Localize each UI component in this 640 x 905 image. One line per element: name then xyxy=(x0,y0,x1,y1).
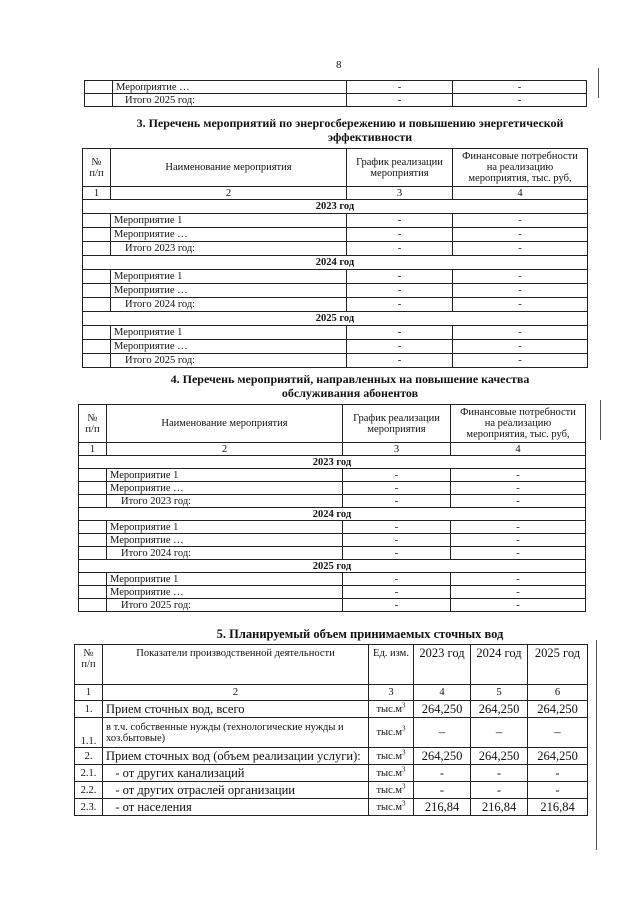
num-cell xyxy=(85,81,113,94)
value-2024: 216,84 xyxy=(471,799,528,816)
row-unit xyxy=(369,799,414,816)
value-2025: – xyxy=(528,718,588,748)
finance-cell: - xyxy=(453,354,588,368)
row-num: 1. xyxy=(75,701,103,718)
value-2023: 264,250 xyxy=(414,701,471,718)
name-cell: Итого 2025 год: xyxy=(107,599,343,612)
header-2023: 2023 год xyxy=(414,645,471,685)
header-finance: Финансовые потребности на реализацию мероприятия, тыс. руб, xyxy=(451,405,586,443)
row-unit xyxy=(369,701,414,718)
year-row xyxy=(83,256,588,270)
table-row xyxy=(85,81,587,94)
table-row xyxy=(83,354,588,368)
name-cell: Итого 2023 год: xyxy=(107,495,343,508)
schedule-cell: - xyxy=(343,521,451,534)
unit-sup: 3 xyxy=(402,782,406,790)
header-row xyxy=(75,645,588,685)
section5-table xyxy=(74,644,588,816)
row-num: 2.3. xyxy=(75,799,103,816)
unit-sup: 3 xyxy=(402,748,406,756)
header-2025: 2025 год xyxy=(528,645,588,685)
col-number: 4 xyxy=(453,187,588,200)
col-number: 3 xyxy=(347,187,453,200)
row-unit xyxy=(369,748,414,765)
value-2025: 264,250 xyxy=(528,701,588,718)
table-row xyxy=(85,94,587,107)
value-2025: 264,250 xyxy=(528,748,588,765)
header-row xyxy=(79,405,586,443)
scan-edge-mark xyxy=(596,640,597,850)
finance-cell: - xyxy=(453,94,587,107)
table-row xyxy=(79,586,586,599)
finance-cell: - xyxy=(451,534,586,547)
year-label: 2024 год xyxy=(79,508,586,521)
row-unit xyxy=(369,782,414,799)
name-cell: Мероприятие … xyxy=(111,284,347,298)
row-num: 2.1. xyxy=(75,765,103,782)
row-num: 2. xyxy=(75,748,103,765)
schedule-cell: - xyxy=(343,534,451,547)
schedule-cell: - xyxy=(347,340,453,354)
col-number-row xyxy=(79,443,586,456)
schedule-cell: - xyxy=(343,469,451,482)
finance-cell: - xyxy=(453,81,587,94)
name-cell: Мероприятие 1 xyxy=(107,469,343,482)
schedule-cell: - xyxy=(343,482,451,495)
name-cell: Мероприятие 1 xyxy=(111,270,347,284)
finance-cell: - xyxy=(451,573,586,586)
schedule-cell: - xyxy=(343,495,451,508)
schedule-cell: - xyxy=(347,298,453,312)
table-row xyxy=(83,214,588,228)
finance-cell: - xyxy=(451,469,586,482)
value-2025: 216,84 xyxy=(528,799,588,816)
unit-text: тыс.м xyxy=(376,801,403,813)
schedule-cell: - xyxy=(347,228,453,242)
name-cell: Мероприятие … xyxy=(107,586,343,599)
section4-title xyxy=(140,372,560,400)
table-row xyxy=(75,765,588,782)
table-row xyxy=(75,748,588,765)
year-label: 2024 год xyxy=(83,256,588,270)
finance-cell: - xyxy=(451,482,586,495)
table-row xyxy=(79,547,586,560)
schedule-cell: - xyxy=(347,354,453,368)
row-num: 2.2. xyxy=(75,782,103,799)
finance-cell: - xyxy=(453,284,588,298)
section3-title xyxy=(100,116,600,144)
row-name: - от населения xyxy=(103,799,369,816)
unit-text: тыс.м xyxy=(376,727,403,738)
name-cell: Итого 2023 год: xyxy=(111,242,347,256)
finance-cell: - xyxy=(453,326,588,340)
year-label: 2025 год xyxy=(83,312,588,326)
header-indicator: Показатели производственной деятельности xyxy=(103,645,369,685)
year-row xyxy=(79,508,586,521)
name-cell: Мероприятие 1 xyxy=(107,573,343,586)
year-label: 2023 год xyxy=(79,456,586,469)
finance-cell: - xyxy=(453,242,588,256)
header-num: № п/п xyxy=(75,645,103,685)
unit-sup: 3 xyxy=(402,799,406,807)
section4-table xyxy=(78,404,586,612)
value-2023: - xyxy=(414,765,471,782)
header-2024: 2024 год xyxy=(471,645,528,685)
table-row xyxy=(75,782,588,799)
value-2024: 264,250 xyxy=(471,701,528,718)
schedule-cell: - xyxy=(343,573,451,586)
name-cell: Мероприятие 1 xyxy=(111,326,347,340)
name-cell: Мероприятие 1 xyxy=(111,214,347,228)
value-2025: - xyxy=(528,765,588,782)
col-number-row xyxy=(75,685,588,701)
section4-title-line2: обслуживания абонентов xyxy=(281,386,419,400)
unit-sup: 3 xyxy=(402,765,406,773)
header-schedule: График реализации мероприятия xyxy=(347,149,453,187)
col-number: 2 xyxy=(107,443,343,456)
header-schedule: График реализации мероприятия xyxy=(343,405,451,443)
year-label: 2025 год xyxy=(79,560,586,573)
row-name: Прием сточных вод (объем реализации услуги): xyxy=(103,748,369,765)
top-continuation-table xyxy=(84,80,587,107)
finance-cell: - xyxy=(453,340,588,354)
name-cell: Итого 2025 год: xyxy=(111,354,347,368)
table-row xyxy=(79,573,586,586)
finance-cell: - xyxy=(453,298,588,312)
name-cell: Итого 2024 год: xyxy=(111,298,347,312)
name-cell: Итого 2025 год: xyxy=(113,94,347,107)
name-cell: Мероприятие … xyxy=(111,340,347,354)
section4-title-line1: 4. Перечень мероприятий, направленных на повышение качества xyxy=(170,372,530,386)
name-cell: Мероприятие … xyxy=(111,228,347,242)
schedule-cell: - xyxy=(347,270,453,284)
finance-cell: - xyxy=(453,228,588,242)
value-2024: - xyxy=(471,765,528,782)
name-cell: Итого 2024 год: xyxy=(107,547,343,560)
row-name: Прием сточных вод, всего xyxy=(103,701,369,718)
schedule-cell: - xyxy=(343,547,451,560)
value-2025: - xyxy=(528,782,588,799)
finance-cell: - xyxy=(451,547,586,560)
unit-sup: 3 xyxy=(402,724,406,733)
unit-text: тыс.м xyxy=(376,784,403,796)
table-row xyxy=(75,799,588,816)
col-number-row xyxy=(83,187,588,200)
header-name: Наименование мероприятия xyxy=(111,149,347,187)
col-number: 6 xyxy=(528,685,588,701)
table-row xyxy=(79,469,586,482)
finance-cell: - xyxy=(453,270,588,284)
table-row xyxy=(75,718,588,748)
table-row xyxy=(79,482,586,495)
table-row xyxy=(83,228,588,242)
col-number: 1 xyxy=(75,685,103,701)
value-2023: 216,84 xyxy=(414,799,471,816)
schedule-cell: - xyxy=(343,586,451,599)
table-row xyxy=(83,242,588,256)
unit-text: тыс.м xyxy=(376,767,403,779)
finance-cell: - xyxy=(451,521,586,534)
finance-cell: - xyxy=(453,214,588,228)
col-number: 2 xyxy=(111,187,347,200)
finance-cell: - xyxy=(451,599,586,612)
section3-table xyxy=(82,148,588,368)
year-row xyxy=(79,456,586,469)
section5-title-line: 5. Планируемый объем принимаемых сточных вод xyxy=(216,627,504,641)
schedule-cell: - xyxy=(347,326,453,340)
row-name: - от других отраслей организации xyxy=(103,782,369,799)
schedule-cell: - xyxy=(347,94,453,107)
schedule-cell: - xyxy=(343,599,451,612)
header-name: Наименование мероприятия xyxy=(107,405,343,443)
table-row xyxy=(79,534,586,547)
unit-text: тыс.м xyxy=(376,703,403,715)
year-label: 2023 год xyxy=(83,200,588,214)
row-unit xyxy=(369,718,414,748)
year-row xyxy=(83,312,588,326)
unit-text: тыс.м xyxy=(376,750,403,762)
col-number: 3 xyxy=(369,685,414,701)
row-name: - от других канализаций xyxy=(103,765,369,782)
value-2023: – xyxy=(414,718,471,748)
col-number: 5 xyxy=(471,685,528,701)
table-row xyxy=(75,701,588,718)
table-row xyxy=(83,270,588,284)
table-row xyxy=(79,599,586,612)
value-2024: – xyxy=(471,718,528,748)
table-row xyxy=(83,284,588,298)
table-row xyxy=(83,340,588,354)
section5-title xyxy=(180,627,540,641)
row-num: 1.1. xyxy=(75,718,103,748)
year-row xyxy=(79,560,586,573)
name-cell: Мероприятие 1 xyxy=(107,521,343,534)
row-name: в т.ч. собственные нужды (технологические нужды и хоз.бытовые) xyxy=(103,718,369,748)
year-row xyxy=(83,200,588,214)
name-cell: Мероприятие … xyxy=(107,534,343,547)
col-number: 4 xyxy=(451,443,586,456)
value-2023: 264,250 xyxy=(414,748,471,765)
col-number: 1 xyxy=(79,443,107,456)
table-row xyxy=(83,298,588,312)
section3-title-line1: 3. Перечень мероприятий по энергосбережению и повышению энергетической xyxy=(136,116,564,130)
table-row xyxy=(79,521,586,534)
num-cell xyxy=(85,94,113,107)
col-number: 3 xyxy=(343,443,451,456)
scan-edge-mark xyxy=(598,68,599,98)
col-number: 4 xyxy=(414,685,471,701)
col-number: 2 xyxy=(103,685,369,701)
value-2024: - xyxy=(471,782,528,799)
header-row xyxy=(83,149,588,187)
unit-sup: 3 xyxy=(402,701,406,709)
schedule-cell: - xyxy=(347,284,453,298)
value-2024: 264,250 xyxy=(471,748,528,765)
row-unit xyxy=(369,765,414,782)
finance-cell: - xyxy=(451,495,586,508)
header-num: № п/п xyxy=(83,149,111,187)
schedule-cell: - xyxy=(347,242,453,256)
value-2023: - xyxy=(414,782,471,799)
schedule-cell: - xyxy=(347,81,453,94)
page-number: 8 xyxy=(336,59,342,71)
table-row xyxy=(79,495,586,508)
name-cell: Мероприятие … xyxy=(113,81,347,94)
section3-title-line2: эффективности xyxy=(327,130,413,144)
header-finance: Финансовые потребности на реализацию мероприятия, тыс. руб, xyxy=(453,149,588,187)
col-number: 1 xyxy=(83,187,111,200)
header-num: № п/п xyxy=(79,405,107,443)
table-row xyxy=(83,326,588,340)
finance-cell: - xyxy=(451,586,586,599)
name-cell: Мероприятие … xyxy=(107,482,343,495)
header-unit: Ед. изм. xyxy=(369,645,414,685)
schedule-cell: - xyxy=(347,214,453,228)
scan-edge-mark xyxy=(600,400,601,440)
